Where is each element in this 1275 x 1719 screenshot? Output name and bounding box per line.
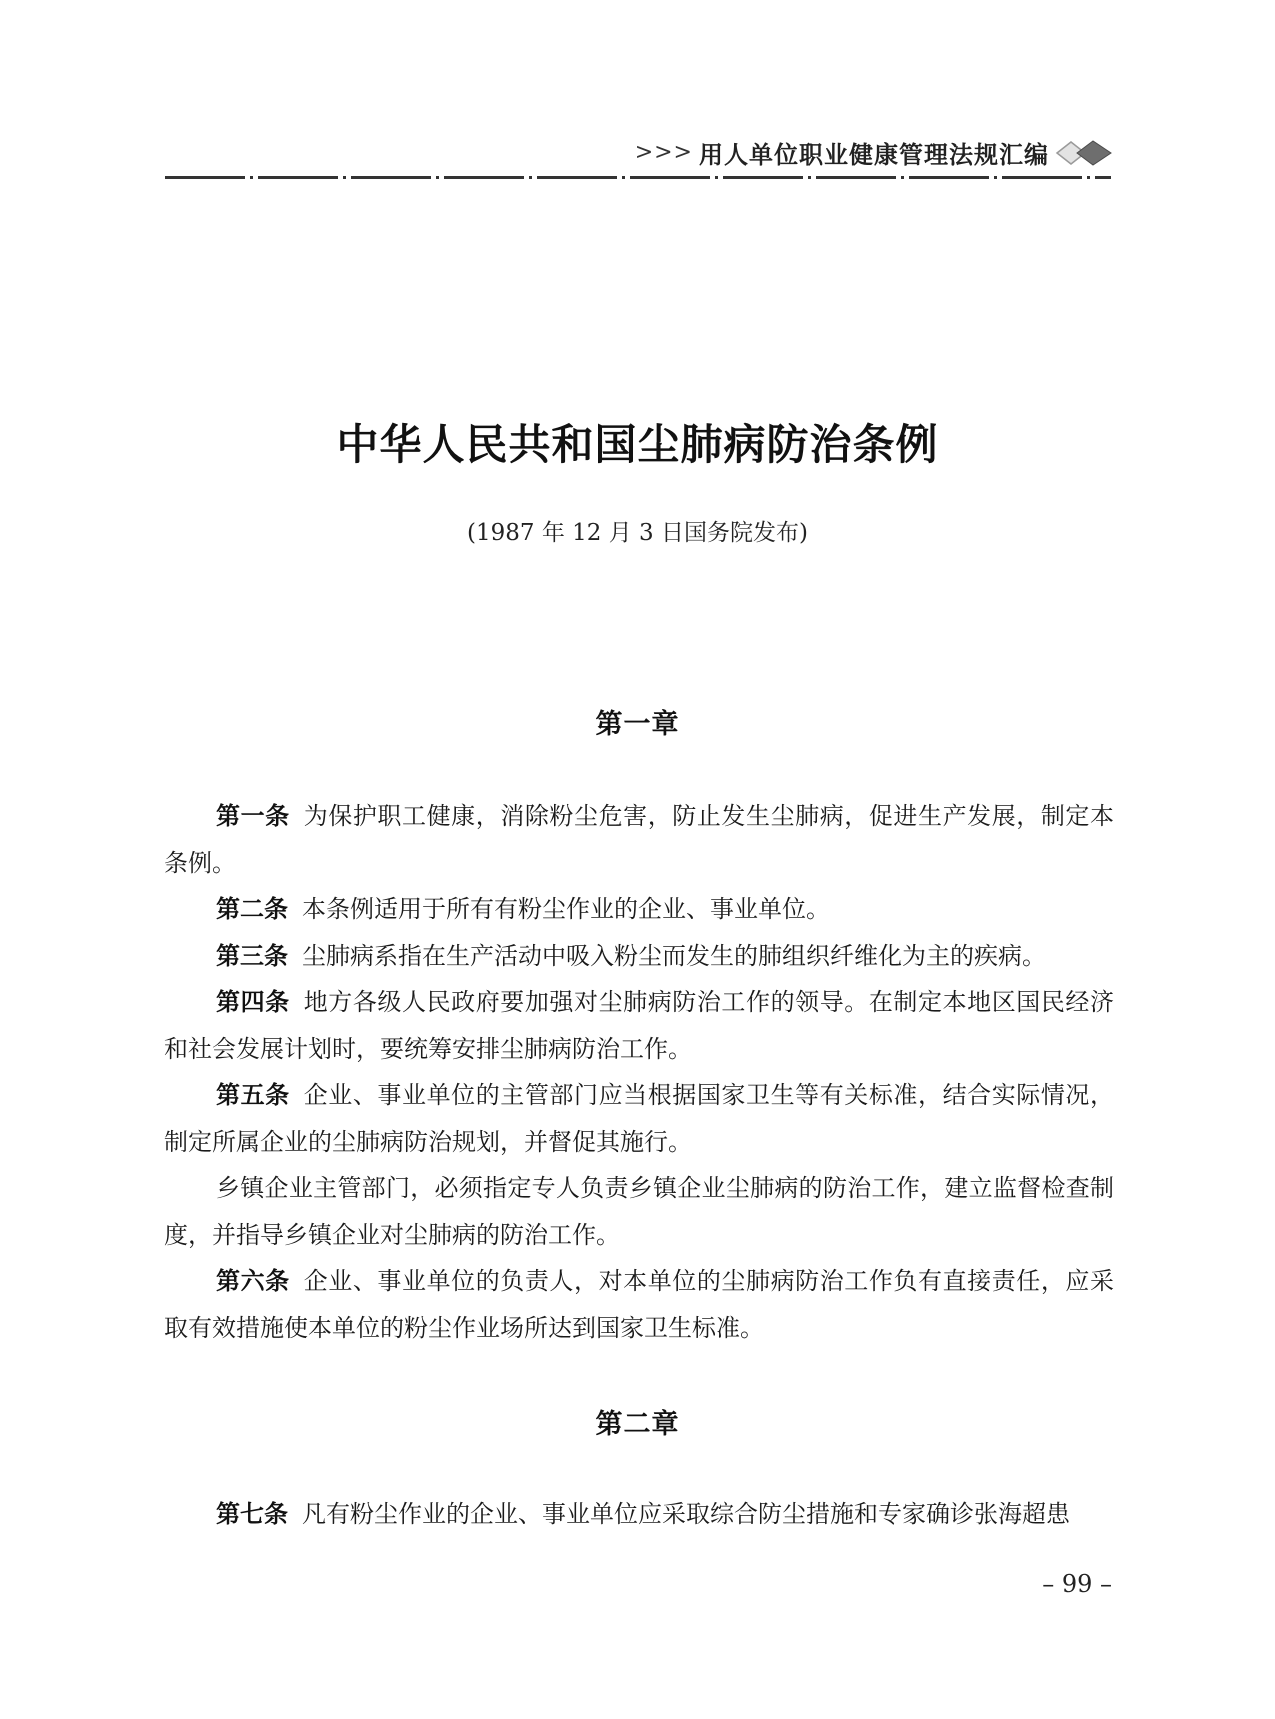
article-number: 第三条 — [216, 941, 288, 970]
article-number: 第五条 — [216, 1081, 290, 1109]
article-number: 第六条 — [216, 1267, 290, 1295]
article-paragraph — [164, 933, 1114, 980]
article-text: 企业、事业单位的主管部门应当根据国家卫生等有关标准，结合实际情况，制定所属企业的尘肺病防治规划，并督促其施行。 — [164, 1081, 1115, 1156]
chapter-body — [164, 793, 1114, 1351]
article-paragraph — [164, 1072, 1114, 1165]
header-rule — [165, 176, 1111, 180]
chapter-heading: 第一章 — [595, 709, 680, 740]
document-title: 中华人民共和国尘肺病防治条例 — [336, 420, 939, 469]
page-number: – 99 – — [1042, 1570, 1112, 1598]
article-text: 本条例适用于所有有粉尘作业的企业、事业单位。 — [302, 895, 830, 923]
article-number: 第四条 — [216, 988, 290, 1016]
article-paragraph — [164, 1491, 1114, 1538]
article-paragraph — [164, 979, 1114, 1072]
article-paragraph — [164, 886, 1114, 933]
article-paragraph — [164, 1165, 1114, 1258]
article-text: 尘肺病系指在生产活动中吸入粉尘而发生的肺组织纤维化为主的疾病。 — [302, 941, 1046, 970]
article-number: 第七条 — [216, 1500, 288, 1528]
article-text: 企业、事业单位的负责人，对本单位的尘肺病防治工作负有直接责任，应采取有效措施使本单位的粉尘作业场所达到国家卫生标准。 — [164, 1267, 1115, 1342]
chapter-heading: 第二章 — [595, 1409, 680, 1440]
article-text: 为保护职工健康，消除粉尘危害，防止发生尘肺病，促进生产发展，制定本条例。 — [164, 802, 1115, 877]
article-text: 凡有粉尘作业的企业、事业单位应采取综合防尘措施和专家确诊张海超患 — [302, 1500, 1070, 1528]
article-paragraph — [164, 1258, 1114, 1351]
article-text: 地方各级人民政府要加强对尘肺病防治工作的领导。在制定本地区国民经济和社会发展计划时，要统筹安排尘肺病防治工作。 — [164, 988, 1115, 1063]
document-date-line: (1987 年 12 月 3 日国务院发布) — [467, 520, 808, 546]
header-book-title: 用人单位职业健康管理法规汇编 — [699, 140, 1049, 169]
article-number: 第二条 — [216, 895, 288, 923]
chapter-body — [164, 1491, 1114, 1538]
diamond-pair-icon — [1055, 138, 1113, 168]
header-arrows: >>> — [634, 140, 693, 165]
article-text: 乡镇企业主管部门，必须指定专人负责乡镇企业尘肺病的防治工作，建立监督检查制度，并指导乡镇企业对尘肺病的防治工作。 — [164, 1174, 1114, 1249]
article-number: 第一条 — [216, 802, 290, 830]
article-paragraph — [164, 793, 1114, 886]
running-header — [635, 135, 1113, 170]
